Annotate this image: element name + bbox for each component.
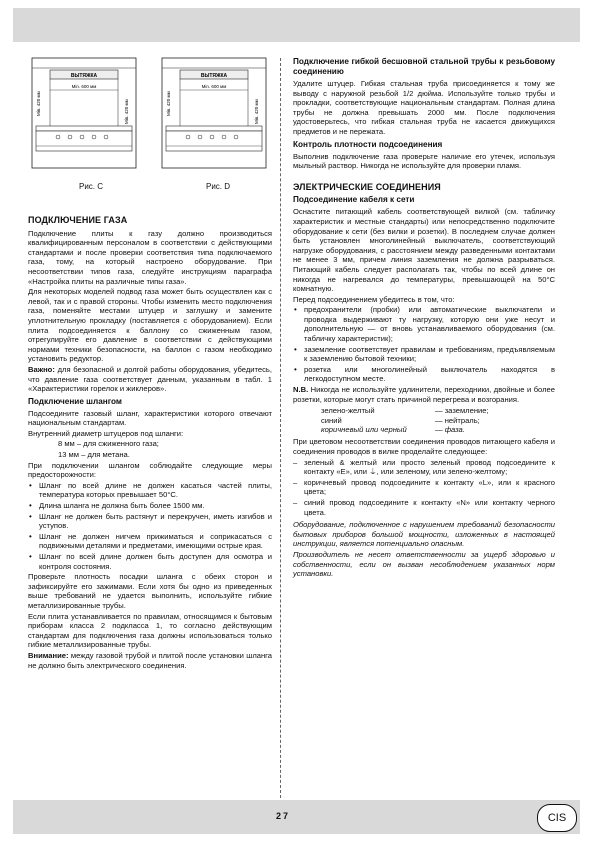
list-item: – зеленый & желтый или просто зеленый провод подсоедините к контакту «E», или ⏚, или зеленому, или зелено-желтому; (293, 458, 555, 477)
gas-paragraph-1: Подключение плиты к газу должно производиться квалифицированным персоналом в соответствии с действующими стандартами и после проверки соответствия типа подключаемого газа, тому, на который настроено оборудование. При несоответствии типов газа, следуйте инструкциям параграфа «Настройка плиты на различные типы газа». (28, 228, 272, 286)
wire-role: — заземление; (435, 406, 489, 416)
electrical-heading: ЭЛЕКТРИЧЕСКИЕ СОЕДИНЕНИЯ (293, 181, 441, 192)
wire-color: зелено-желтый (321, 406, 375, 416)
list-item: • Длина шланга не должна быть более 1500 мм. (28, 501, 272, 511)
figure-c-drawing (28, 54, 140, 172)
nb-note (293, 385, 555, 404)
right-column (293, 54, 555, 580)
figure-d-drawing (158, 54, 270, 172)
gas-paragraph-2: Для некоторых моделей подвод газа может быть осуществлен как с левой, так и с правой стороны. Чтобы изменить место подключения газа, поменяйте местами штуцер и заглушку и замените уплотнительную прокладку (поставляется с оборудованием). Если плита подсоединяется к баллону со сжиженным газом, отрегулируйте его давление в соответствии с действующими нормами техники безопасности, на баллон с газом необходимо установить редуктор. (28, 287, 272, 364)
page-number: 27 (276, 811, 291, 821)
hose-diameter-methane: 13 мм – для метана. (58, 450, 130, 460)
hose-diameter-lpg: 8 мм – для сжиженного газа; (58, 439, 159, 449)
header-bar (13, 8, 580, 42)
nb-text: Никогда не используйте удлинители, переходники, двойные и более розетки, которые могут стать причиной перегрева и возгорания. (293, 385, 555, 404)
figure-d-width-label: Мin. 600 мм (201, 84, 227, 89)
wire-color-table (321, 406, 493, 434)
important-text: для безопасной и долгой работы оборудования, убедитесь, что давление газа соответствует данным, указанным в табл. 1 «Характеристики горелок и жиклеров». (28, 364, 272, 394)
important-label: Важно: (28, 364, 55, 374)
hose-paragraph-5: Если плита устанавливается по правилам, относящимся к бытовым приборам класса 2 подкласса 1, то согласно действующим стандартам для подключения газа должны использоваться только гибкие металлизированные трубы. (28, 611, 272, 650)
table-row (321, 416, 493, 425)
list-item: • Шланг не должен быть растянут и перекручен, иметь изгибов и уступов. (28, 512, 272, 531)
wire-role: — фаза. (435, 425, 465, 435)
hose-attention-note (28, 651, 272, 670)
list-item: – коричневый провод подсоедините к контакту «L», или к красного цвета; (293, 478, 555, 497)
figure-d-side-height: Мin. 420 мм (254, 99, 259, 124)
figure-c-min-height: Мin. 420 мм (36, 91, 41, 116)
list-item: • предохранители (пробки) или автоматические выключатели и проводка выдерживают ту нагрузку, которую они уже несут и дополнительную — от вновь устанавливаемого оборудования (см. табличку характеристик); (293, 305, 555, 343)
hose-paragraph-4: Проверьте плотность посадки шланга с обеих сторон и зафиксируйте его зажимами. Если хотя бы одно из приведенных выше требований не удается выполнить, используйте гибкие металлизированные трубы. (28, 572, 272, 610)
cable-connection-heading: Подсоединение кабеля к сети (293, 195, 415, 205)
list-item: – синий провод подсоедините к контакту «N» или контакту черного цвета. (293, 498, 555, 517)
language-badge: CIS (537, 804, 577, 832)
list-item: • Шланг не должен нигчем прижиматься и соприкасаться с подвижными деталями и предметами, имеющими острые края. (28, 532, 272, 551)
figure-c-width-label: Мin. 600 мм (71, 84, 97, 89)
wire-color: синий (321, 415, 342, 425)
gas-connection-heading: ПОДКЛЮЧЕНИЕ ГАЗА (28, 215, 128, 225)
figure-d-caption: Рис. D (206, 182, 231, 191)
cable-paragraph-2: Перед подсоединением убедитесь в том, что: (293, 294, 455, 304)
table-row (321, 406, 493, 415)
column-divider (280, 58, 281, 808)
safety-italic-paragraph-2: Производитель не несет ответственности за ущерб здоровью и собственности, если он вызван несоблюдением указанных норм установки. (293, 549, 555, 579)
figures-row (28, 54, 272, 212)
figure-c-caption: Рис. C (79, 182, 104, 191)
footer-bar (13, 800, 580, 834)
cable-paragraph-1: Оснастите питающий кабель соответствующей вилкой (см. табличку характеристик и местные стандарты) или непосредственно подключите оборудование к сети (без вилки и розетки). В последнем случае должен быть установлен многолинейный выключатель, соответствующий нагрузке оборудования, с расстоянием между разведенными контактами не менее 3 мм, причем линия заземления не должна разрываться. Питающий кабель следует располагать так, чтобы по всей длине он никогда не нагревался до температуры, превышающей на 50°С комнатную. (293, 207, 555, 294)
hose-paragraph-3: При подключении шлангом соблюдайте следующие меры предосторожности: (28, 460, 272, 480)
leak-check-paragraph: Выполнив подключение газа проверьте наличие его утечек, используя мыльный раствор. Никогда не используйте для проверки пламя. (293, 151, 555, 171)
wire-paragraph: При цветовом несоответствии соединения проводов питающего кабеля и соединения проводов в вилке проделайте следующее: (293, 437, 555, 457)
steel-pipe-heading: Подключение гибкой бесшовной стальной трубы к резьбовому соединению (293, 57, 555, 76)
list-item: • Шланг по всей длине не должен касаться частей плиты, температура которых превышает 50°С. (28, 481, 272, 500)
attention-label: Внимание: (28, 650, 69, 660)
hose-connection-heading: Подключение шлангом (28, 396, 122, 406)
wire-color: коричневый или черный (321, 425, 407, 435)
left-column (28, 54, 272, 671)
wire-role: — нейтраль; (435, 415, 480, 425)
figure-d-hood-label: ВЫТЯЖКА (200, 73, 228, 79)
table-row (321, 425, 493, 434)
safety-italic-paragraph-1: Оборудование, подключенное с нарушением требований безопасности бытовых приборов большой мощности, изложенных в настоящей инструкции, является потенциально опасным. (293, 520, 555, 549)
leak-check-heading: Контроль плотности подсоединения (293, 139, 443, 149)
attention-text: между газовой трубой и плитой после установки шланга не должно быть электрического соединения. (28, 650, 272, 670)
list-item: • розетка или многолинейный выключатель находятся в легкодоступном месте. (293, 365, 555, 384)
list-item: • заземление соответствует правилам и требованиям, предъявляемым к заземлению бытовой техники; (293, 345, 555, 364)
figure-c-side-height: Мin. 420 мм (124, 99, 129, 124)
hose-paragraph-1: Подсоедините газовый шланг, характеристики которого отвечают национальным стандартам. (28, 408, 272, 428)
hose-paragraph-2: Внутренний диаметр штуцеров под шланги: (28, 428, 184, 438)
figure-c-hood-label: ВЫТЯЖКА (70, 73, 98, 79)
steel-pipe-paragraph: Удалите штуцер. Гибкая стальная труба присоединяется к тому же выводу с наружной резьбой 1/2 дюйма. Используйте только трубы и прокладки, соответствующие национальным стандартам. Полная длина трубы не должна превышать 2000 мм. После подключения удостоверьтесь, что гибкая стальная труба не касается движущихся предметов и не пережата. (293, 79, 555, 136)
list-item: • Шланг по всей длине должен быть доступен для осмотра и контроля состояния. (28, 552, 272, 571)
nb-label: N.B. (293, 385, 309, 395)
figure-d-min-height: Мin. 420 мм (166, 91, 171, 116)
gas-important-note (28, 365, 272, 394)
